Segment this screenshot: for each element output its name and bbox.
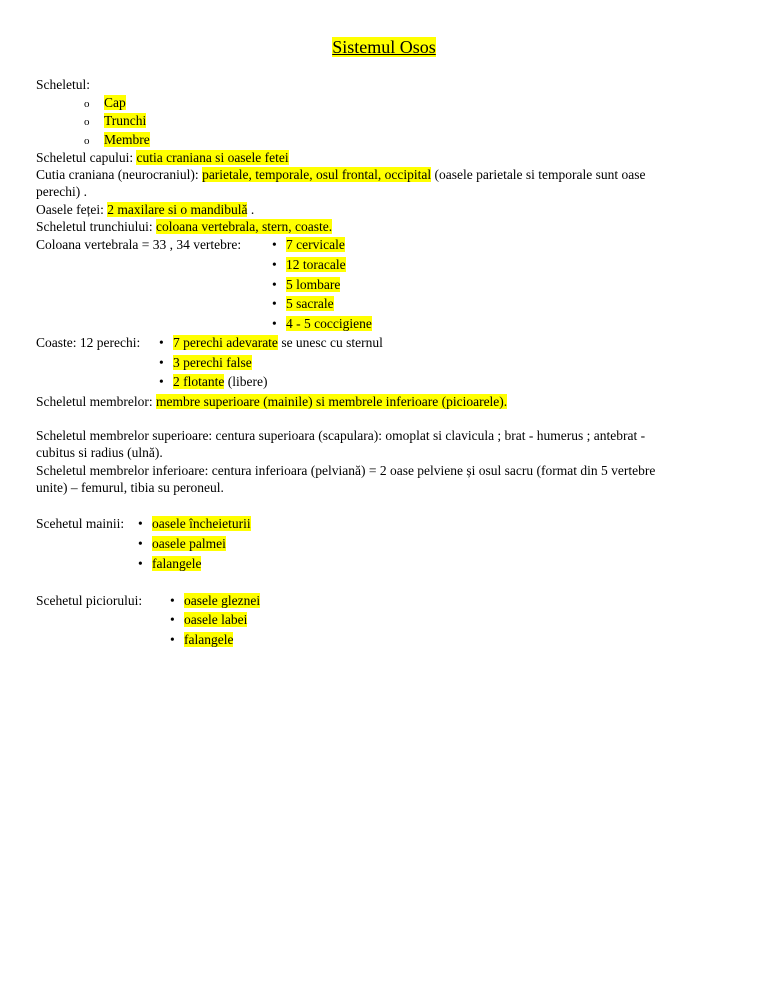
schelet-label: Scheletul: xyxy=(36,77,90,92)
bullet-icon: • xyxy=(170,632,175,647)
list-item: • 7 cervicale xyxy=(272,237,345,252)
inferioare-line-1: Scheletul membrelor inferioare: centura inferioara (pelviană) = 2 oase pelviene și osul sacru (format din 5 vertebre xyxy=(36,463,656,478)
bullet-icon: • xyxy=(159,335,164,350)
bullet-icon: • xyxy=(138,556,143,571)
list-item: • falangele xyxy=(170,632,234,647)
superioare-line-1: Scheletul membrelor superioare: centura superioara (scapulara): omoplat si clavicula ; brat - humerus ; antebrat - xyxy=(36,428,646,443)
circle-bullet-icon: o xyxy=(84,98,90,110)
list-item: o Trunchi xyxy=(84,112,146,131)
list-item: • oasele încheieturii xyxy=(138,516,251,531)
cutia-line: Cutia craniana (neurocraniul): parietale, temporale, osul frontal, occipital (oasele parietale si temporale sunt oase xyxy=(36,167,646,182)
circle-bullet-icon: o xyxy=(84,116,90,128)
list-item: • 3 perechi false xyxy=(159,355,252,370)
list-item: • 4 - 5 coccigiene xyxy=(272,316,372,331)
bullet-icon: • xyxy=(159,374,164,389)
list-item: • oasele gleznei xyxy=(170,593,261,608)
bullet-icon: • xyxy=(170,612,175,627)
circle-bullet-icon: o xyxy=(84,135,90,147)
bullet-icon: • xyxy=(138,536,143,551)
fata-line: Oasele feței: 2 maxilare si o mandibulă . xyxy=(36,202,255,217)
list-item: • 7 perechi adevarate se unesc cu sternul xyxy=(159,335,383,350)
page-title: Sistemul Osos xyxy=(332,37,436,57)
bullet-icon: • xyxy=(272,296,277,311)
membre-line: Scheletul membrelor: membre superioare (mainile) si membrele inferioare (picioarele). xyxy=(36,394,508,409)
list-item: • oasele palmei xyxy=(138,536,226,551)
bullet-icon: • xyxy=(138,516,143,531)
mana-label: Scehetul mainii: xyxy=(36,516,125,531)
bullet-icon: • xyxy=(272,316,277,331)
list-item: o Membre xyxy=(84,131,150,150)
trunchi-line: Scheletul trunchiului: coloana vertebrala, stern, coaste. xyxy=(36,219,333,234)
cutia-line-2: perechi) . xyxy=(36,184,87,199)
inferioare-line-2: unite) – femurul, tibia su peroneul. xyxy=(36,480,224,495)
superioare-line-2: cubitus si radius (ulnă). xyxy=(36,445,163,460)
list-item: • 5 lombare xyxy=(272,277,341,292)
list-item: • falangele xyxy=(138,556,202,571)
coloana-label: Coloana vertebrala = 33 , 34 vertebre: xyxy=(36,237,242,252)
list-item: • 2 flotante (libere) xyxy=(159,374,268,389)
bullet-icon: • xyxy=(159,355,164,370)
list-item: o Cap xyxy=(84,94,126,113)
list-item: • 12 toracale xyxy=(272,257,346,272)
bullet-icon: • xyxy=(170,593,175,608)
list-item: • oasele labei xyxy=(170,612,248,627)
cap-line: Scheletul capului: cutia craniana si oasele fetei xyxy=(36,150,289,165)
list-item: • 5 sacrale xyxy=(272,296,334,311)
bullet-icon: • xyxy=(272,257,277,272)
bullet-icon: • xyxy=(272,277,277,292)
picior-label: Scehetul piciorului: xyxy=(36,593,143,608)
coaste-label: Coaste: 12 perechi: xyxy=(36,335,141,350)
bullet-icon: • xyxy=(272,237,277,252)
